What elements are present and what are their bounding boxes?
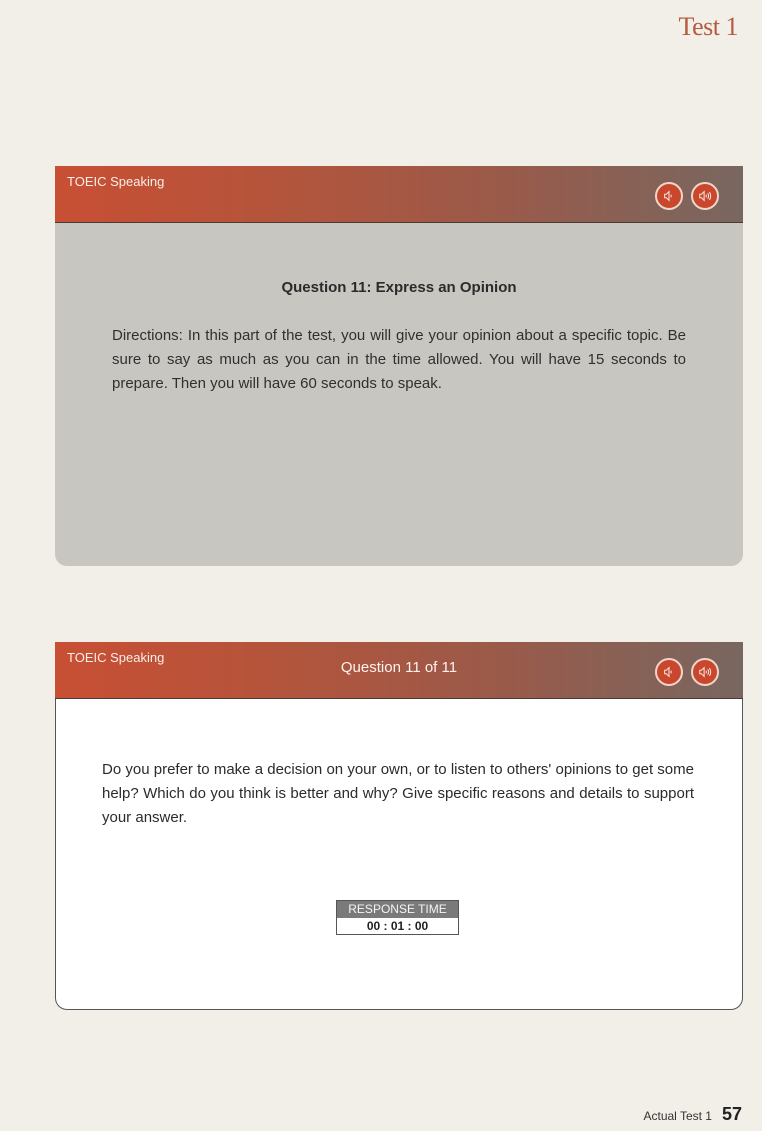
audio-controls: [655, 658, 719, 686]
directions-panel: [55, 166, 743, 566]
volume-up-icon: [698, 665, 712, 679]
volume-down-icon: [662, 665, 676, 679]
volume-down-button[interactable]: [655, 182, 683, 210]
footer-label: Actual Test 1: [643, 1109, 712, 1123]
directions-text: Directions: In this part of the test, you will give your opinion about a specific topic. Be sure to say as much as you can in the time allowed. You will have 15 seconds to prepare. Then you will have 60 seconds to speak.: [112, 327, 686, 392]
volume-up-button[interactable]: [691, 658, 719, 686]
question-counter: Question 11 of 11: [340, 659, 458, 676]
panel-body: [55, 223, 743, 566]
test-label: Test 1: [678, 12, 738, 41]
question-prompt: Do you prefer to make a decision on your own, or to listen to others' opinions to get some help? Which do you think is better and why? Give specific reasons and details to support your answer.: [102, 761, 694, 826]
page-footer: [643, 1104, 742, 1125]
panel-header: [55, 166, 743, 223]
page-number: 57: [721, 1104, 742, 1124]
volume-down-button[interactable]: [655, 658, 683, 686]
brand-label: TOEIC Speaking: [67, 174, 165, 189]
brand-label: TOEIC Speaking: [67, 650, 165, 665]
panel-header: [55, 642, 743, 699]
panel-body: [55, 699, 743, 1010]
audio-controls: [655, 182, 719, 210]
question-heading: Question 11: Express an Opinion: [281, 279, 517, 296]
volume-up-button[interactable]: [691, 182, 719, 210]
question-panel: [55, 642, 743, 1010]
response-time-label: RESPONSE TIME: [337, 901, 458, 918]
response-time-value: 00 : 01 : 00: [337, 918, 458, 934]
response-timer: [336, 900, 459, 935]
volume-up-icon: [698, 189, 712, 203]
volume-down-icon: [662, 189, 676, 203]
